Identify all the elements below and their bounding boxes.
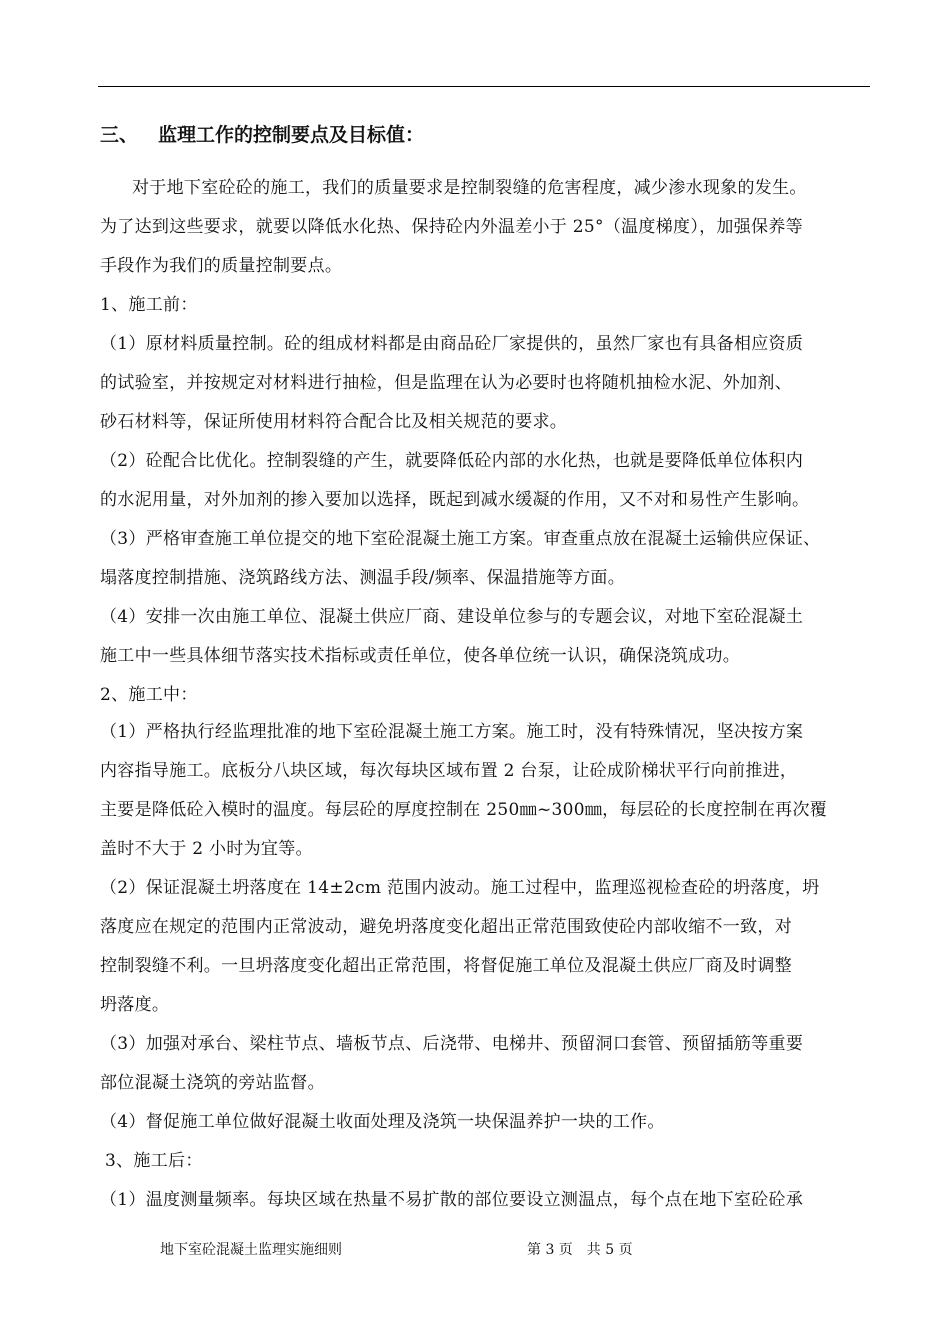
section-title: 监理工作的控制要点及目标值： <box>158 124 425 146</box>
body-line: （1）温度测量频率。每块区域在热量不易扩散的部位要设立测温点，每个点在地下室砼砼承 <box>100 1190 804 1210</box>
section-number: 三、 <box>100 124 139 146</box>
section-heading <box>100 121 424 149</box>
body-line: （2）保证混凝土坍落度在 14±2cm 范围内波动。施工过程中，监理巡视检查砼的坍落度，坍 <box>100 878 820 898</box>
body-line: （2）砼配合比优化。控制裂缝的产生，就要降低砼内部的水化热，也就是要降低单位体积内 <box>100 451 804 471</box>
body-line: （1）严格执行经监理批准的地下室砼混凝土施工方案。施工时，没有特殊情况，坚决按方案 <box>100 722 804 742</box>
body-line: （4）督促施工单位做好混凝土收面处理及浇筑一块保温养护一块的工作。 <box>100 1112 665 1132</box>
body-line: （3）严格审查施工单位提交的地下室砼混凝土施工方案。审查重点放在混凝土运输供应保证、 <box>100 529 821 549</box>
body-line: 砂石材料等，保证所使用材料符合配合比及相关规范的要求。 <box>100 412 568 432</box>
body-line: 的试验室，并按规定对材料进行抽检，但是监理在认为必要时也将随机抽检水泥、外加剂、 <box>100 373 792 393</box>
body-line: 塌落度控制措施、浇筑路线方法、测温手段/频率、保温措施等方面。 <box>100 568 626 588</box>
body-line: 坍落度。 <box>100 995 170 1015</box>
body-line: 为了达到这些要求，就要以降低水化热、保持砼内外温差小于 25°（温度梯度），加强保养等 <box>100 217 803 237</box>
body-line: 控制裂缝不利。一旦坍落度变化超出正常范围，将督促施工单位及混凝土供应厂商及时调整 <box>100 956 792 976</box>
body-line: 的水泥用量，对外加剂的掺入要加以选择，既起到减水缓凝的作用，又不对和易性产生影响。 <box>100 490 810 510</box>
body-line: 对于地下室砼砼的施工，我们的质量要求是控制裂缝的危害程度，减少渗水现象的发生。 <box>132 178 807 198</box>
body-line: 1、施工前： <box>100 295 198 315</box>
body-line: 部位混凝土浇筑的旁站监督。 <box>100 1073 325 1093</box>
header-rule <box>98 86 870 87</box>
footer-doc-title: 地下室砼混凝土监理实施细则 <box>160 1242 342 1258</box>
body-line: 手段作为我们的质量控制要点。 <box>100 256 343 276</box>
body-line: 施工中一些具体细节落实技术指标或责任单位，使各单位统一认识，确保浇筑成功。 <box>100 646 741 666</box>
footer-page-info: 第 3 页 共 5 页 <box>527 1242 633 1258</box>
body-line: （4）安排一次由施工单位、混凝土供应厂商、建设单位参与的专题会议，对地下室砼混凝土 <box>100 607 804 627</box>
body-line: （1）原材料质量控制。砼的组成材料都是由商品砼厂家提供的，虽然厂家也有具备相应资质 <box>100 334 804 354</box>
body-line: 3、施工后： <box>105 1151 203 1171</box>
body-line: 内容指导施工。底板分八块区域，每次每块区域布置 2 台泵，让砼成阶梯状平行向前推进， <box>100 761 798 781</box>
body-line: 2、施工中： <box>100 685 198 705</box>
body-line: （3）加强对承台、梁柱节点、墙板节点、后浇带、电梯井、预留洞口套管、预留插筋等重要 <box>100 1034 804 1054</box>
body-line: 盖时不大于 2 小时为宜等。 <box>100 839 313 859</box>
body-line: 主要是降低砼入模时的温度。每层砼的厚度控制在 250㎜~300㎜，每层砼的长度控制在再次覆 <box>100 800 828 820</box>
body-line: 落度应在规定的范围内正常波动，避免坍落度变化超出正常范围致使砼内部收缩不一致，对 <box>100 917 792 937</box>
